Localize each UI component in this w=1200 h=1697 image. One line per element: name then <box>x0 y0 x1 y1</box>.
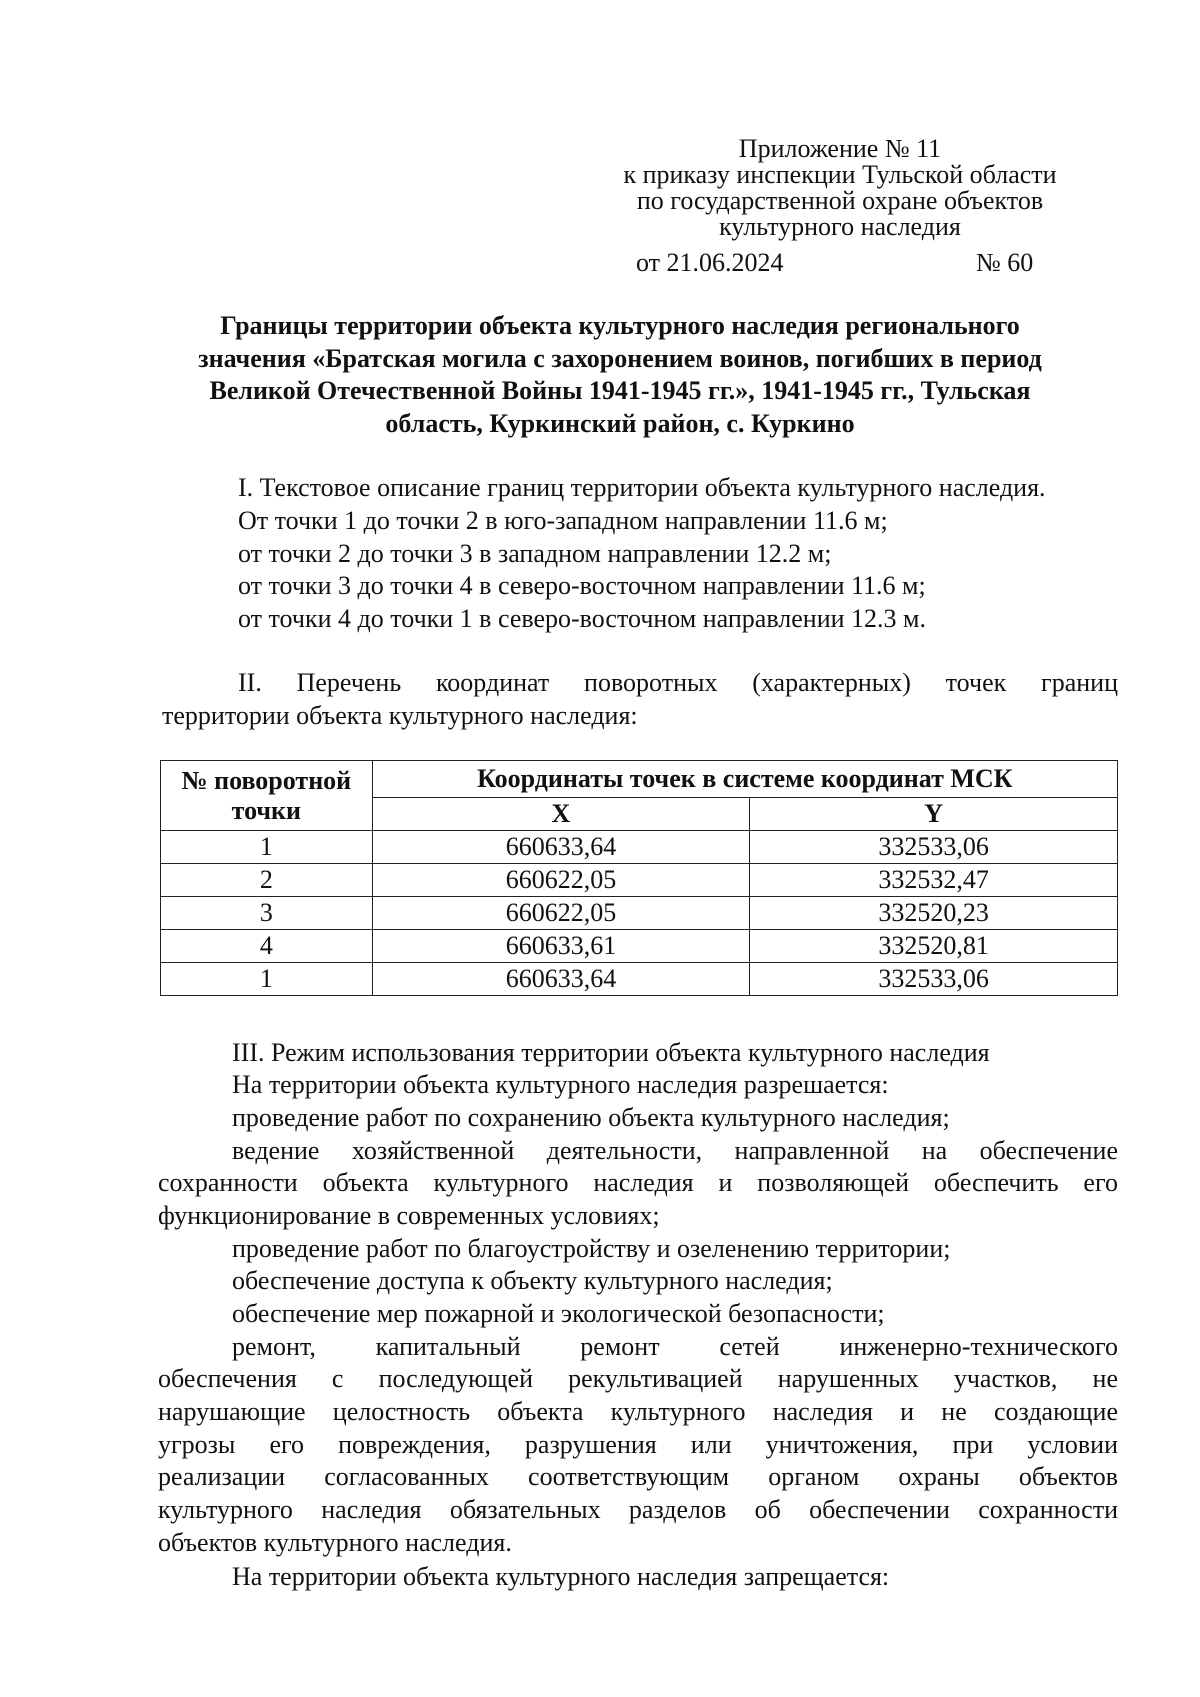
section2-heading-line-2: территории объекта культурного наследия: <box>162 701 638 730</box>
point-cell: 2 <box>161 864 373 897</box>
allowed-item-4: обеспечение доступа к объекту культурного наследия; <box>232 1266 833 1295</box>
x-cell: 660622,05 <box>372 864 750 897</box>
point-cell: 1 <box>161 831 373 864</box>
section1-line-2: от точки 2 до точки 3 в западном направлении 12.2 м; <box>238 539 832 568</box>
allowed-item-2-line-1: ведение хозяйственной деятельности, направленной на обеспечение <box>232 1136 1118 1165</box>
point-cell: 1 <box>161 963 373 996</box>
y-cell: 332520,81 <box>750 930 1118 963</box>
heritage-label: культурного наследия <box>719 212 961 241</box>
section1-heading: I. Текстовое описание границ территории объекта культурного наследия. <box>238 473 1046 502</box>
allowed-item-6-line-3: нарушающие целостность объекта культурного наследия и не создающие <box>158 1397 1118 1426</box>
order-reference: к приказу инспекции Тульской области <box>623 160 1057 189</box>
document-title-line-1: Границы территории объекта культурного наследия регионального <box>220 311 1020 340</box>
y-cell: 332520,23 <box>750 897 1118 930</box>
point-cell: 4 <box>161 930 373 963</box>
section2-heading-line-1: II. Перечень координат поворотных (характерных) точек границ <box>238 668 1118 697</box>
allowed-item-6-line-7: объектов культурного наследия. <box>158 1528 512 1557</box>
appendix-number: Приложение № 11 <box>738 134 942 163</box>
col-y-header: Y <box>750 798 1118 831</box>
table-row <box>161 897 1118 930</box>
x-cell: 660633,64 <box>372 831 750 864</box>
coordinates-table <box>160 760 1118 996</box>
table-row <box>161 930 1118 963</box>
y-cell: 332533,06 <box>750 831 1118 864</box>
section1-line-1: От точки 1 до точки 2 в юго-западном направлении 11.6 м; <box>238 506 888 535</box>
allowed-item-6-line-5: реализации согласованных соответствующим органом охраны объектов <box>158 1462 1118 1491</box>
section1-line-3: от точки 3 до точки 4 в северо-восточном направлении 11.6 м; <box>238 571 926 600</box>
order-number: № 60 <box>976 248 1034 277</box>
table-row <box>161 864 1118 897</box>
allowed-item-2-line-3: функционирование в современных условиях; <box>158 1201 660 1230</box>
allowed-item-6-line-2: обеспечения с последующей рекультивацией нарушенных участков, не <box>158 1364 1118 1393</box>
x-cell: 660633,64 <box>372 963 750 996</box>
document-title-line-4: область, Куркинский район, с. Куркино <box>385 409 855 438</box>
col-point-header <box>161 761 373 831</box>
allowed-item-6-line-1: ремонт, капитальный ремонт сетей инженерно-технического <box>232 1332 1118 1361</box>
x-cell: 660633,61 <box>372 930 750 963</box>
allowed-item-6-line-6: культурного наследия обязательных разделов об обеспечении сохранности <box>158 1495 1118 1524</box>
allowed-item-1: проведение работ по сохранению объекта культурного наследия; <box>232 1103 950 1132</box>
allowed-item-5: обеспечение мер пожарной и экологической безопасности; <box>232 1299 885 1328</box>
allowed-item-2-line-2: сохранности объекта культурного наследия и позволяющей обеспечить его <box>158 1168 1118 1197</box>
order-date: от 21.06.2024 <box>636 248 784 277</box>
y-cell: 332533,06 <box>750 963 1118 996</box>
point-cell: 3 <box>161 897 373 930</box>
table-row <box>161 963 1118 996</box>
col-x-header: X <box>372 798 750 831</box>
allowed-intro: На территории объекта культурного наследия разрешается: <box>232 1070 889 1099</box>
section1-line-4: от точки 4 до точки 1 в северо-восточном направлении 12.3 м. <box>238 604 926 633</box>
y-cell: 332532,47 <box>750 864 1118 897</box>
col-point-header-line-2: точки <box>231 795 302 825</box>
prohibited-intro: На территории объекта культурного наследия запрещается: <box>232 1562 890 1591</box>
allowed-item-6-line-4: угрозы его повреждения, разрушения или уничтожения, при условии <box>158 1430 1118 1459</box>
table-row <box>161 831 1118 864</box>
inspection-name: по государственной охране объектов <box>636 186 1044 215</box>
document-title-line-2: значения «Братская могила с захоронением воинов, погибших в период <box>198 344 1042 373</box>
section3-heading: III. Режим использования территории объекта культурного наследия <box>232 1038 990 1067</box>
col-coords-header: Координаты точек в системе координат МСК <box>372 761 1117 798</box>
x-cell: 660622,05 <box>372 897 750 930</box>
allowed-item-3: проведение работ по благоустройству и озеленению территории; <box>232 1234 951 1263</box>
col-point-header-line-1: № поворотной <box>181 765 352 795</box>
document-title-line-3: Великой Отечественной Войны 1941-1945 гг.», 1941-1945 гг., Тульская <box>209 376 1031 405</box>
